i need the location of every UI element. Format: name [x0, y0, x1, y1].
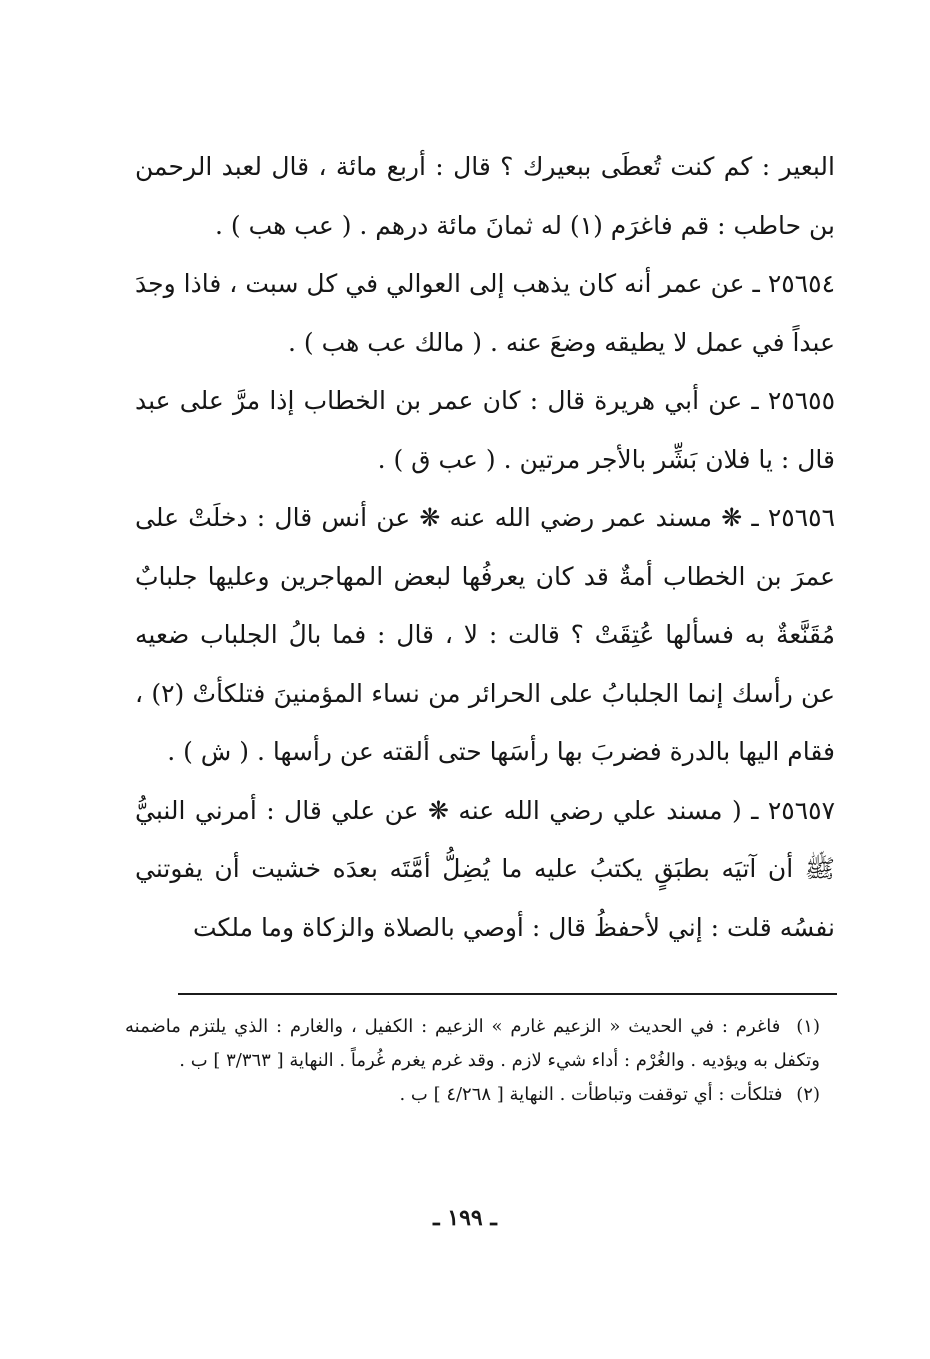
footnote-2: [125, 1078, 820, 1112]
footnote-divider: [178, 993, 837, 995]
footnote-text: فتلكأت : أي توقفت وتباطأت . النهاية [ ٤/٢٦٨ ] ب .: [399, 1084, 783, 1105]
page-number: ـ ١٩٩ ـ: [433, 1205, 497, 1231]
footnote-number: (١): [796, 1016, 820, 1037]
footnote-number: (٢): [796, 1084, 820, 1105]
paragraph-hadith-25657: ٢٥٦٥٧ ـ ( مسند علي رضي الله عنه ❋ عن علي قال : أمرني النبيُّ ﷺ أن آتيَه بطبَقٍ يكتبُ عليه ما يُضِلُّ أمَّتَه بعدَه خشيت أن يفوتني نفسُه قلت : إني لأحفظُ قال : أوصي بالصلاة والزكاة وما ملكت: [135, 795, 835, 942]
paragraph-hadith-25655: ٢٥٦٥٥ ـ عن أبي هريرة قال : كان عمر بن الخطاب إذا مرَّ على عبد قال : يا فلان بَشِّر بالأجر مرتين . ( عب ق ) .: [135, 386, 835, 474]
paragraph-continuation: البعير : كم كنت تُعطَى ببعيرك ؟ قال : أربع مائة ، قال لعبد الرحمن بن حاطب : قم فاغرَم (١) له ثمانَ مائة درهم . ( عب هب ) .: [135, 152, 835, 240]
footnote-text: فاغرم : في الحديث « الزعيم غارم » الزعيم : الكفيل ، والغارم : الذي يلتزم ماضمنه وتكفل به ويؤديه . والغُرْم : أداء شيء لازم . وقد غرم يغرم غُرماً . النهاية [ ٣/٣٦٣ ] ب .: [125, 1016, 820, 1071]
body-text: [135, 138, 835, 957]
main-text-block: [135, 138, 835, 957]
paragraph-hadith-25654: ٢٥٦٥٤ ـ عن عمر أنه كان يذهب إلى العوالي في كل سبت ، فاذا وجدَ عبداً في عمل لا يطيقه وضعَ عنه . ( مالك عب هب ) .: [135, 269, 835, 357]
footnotes: [125, 1010, 820, 1112]
paragraph-hadith-25656: ٢٥٦٥٦ ـ ❋ مسند عمر رضي الله عنه ❋ عن أنس قال : دخلَتْ على عمرَ بن الخطاب أمةٌ قد كان يعرفُها لبعض المهاجرين وعليها جلبابٌ مُقَنَّعةٌ به فسألها عُتِقَتْ ؟ قالت : لا ، قال : فما بالُ الجلباب ضعيه عن رأسك إنما الجلبابُ على الحرائر من نساء المؤمنينَ فتلكأتْ (٢) ، فقام اليها بالدرة فضربَ بها رأسَها حتى ألقته عن رأسها . ( ش ) .: [135, 503, 835, 766]
footnote-1: [125, 1010, 820, 1078]
